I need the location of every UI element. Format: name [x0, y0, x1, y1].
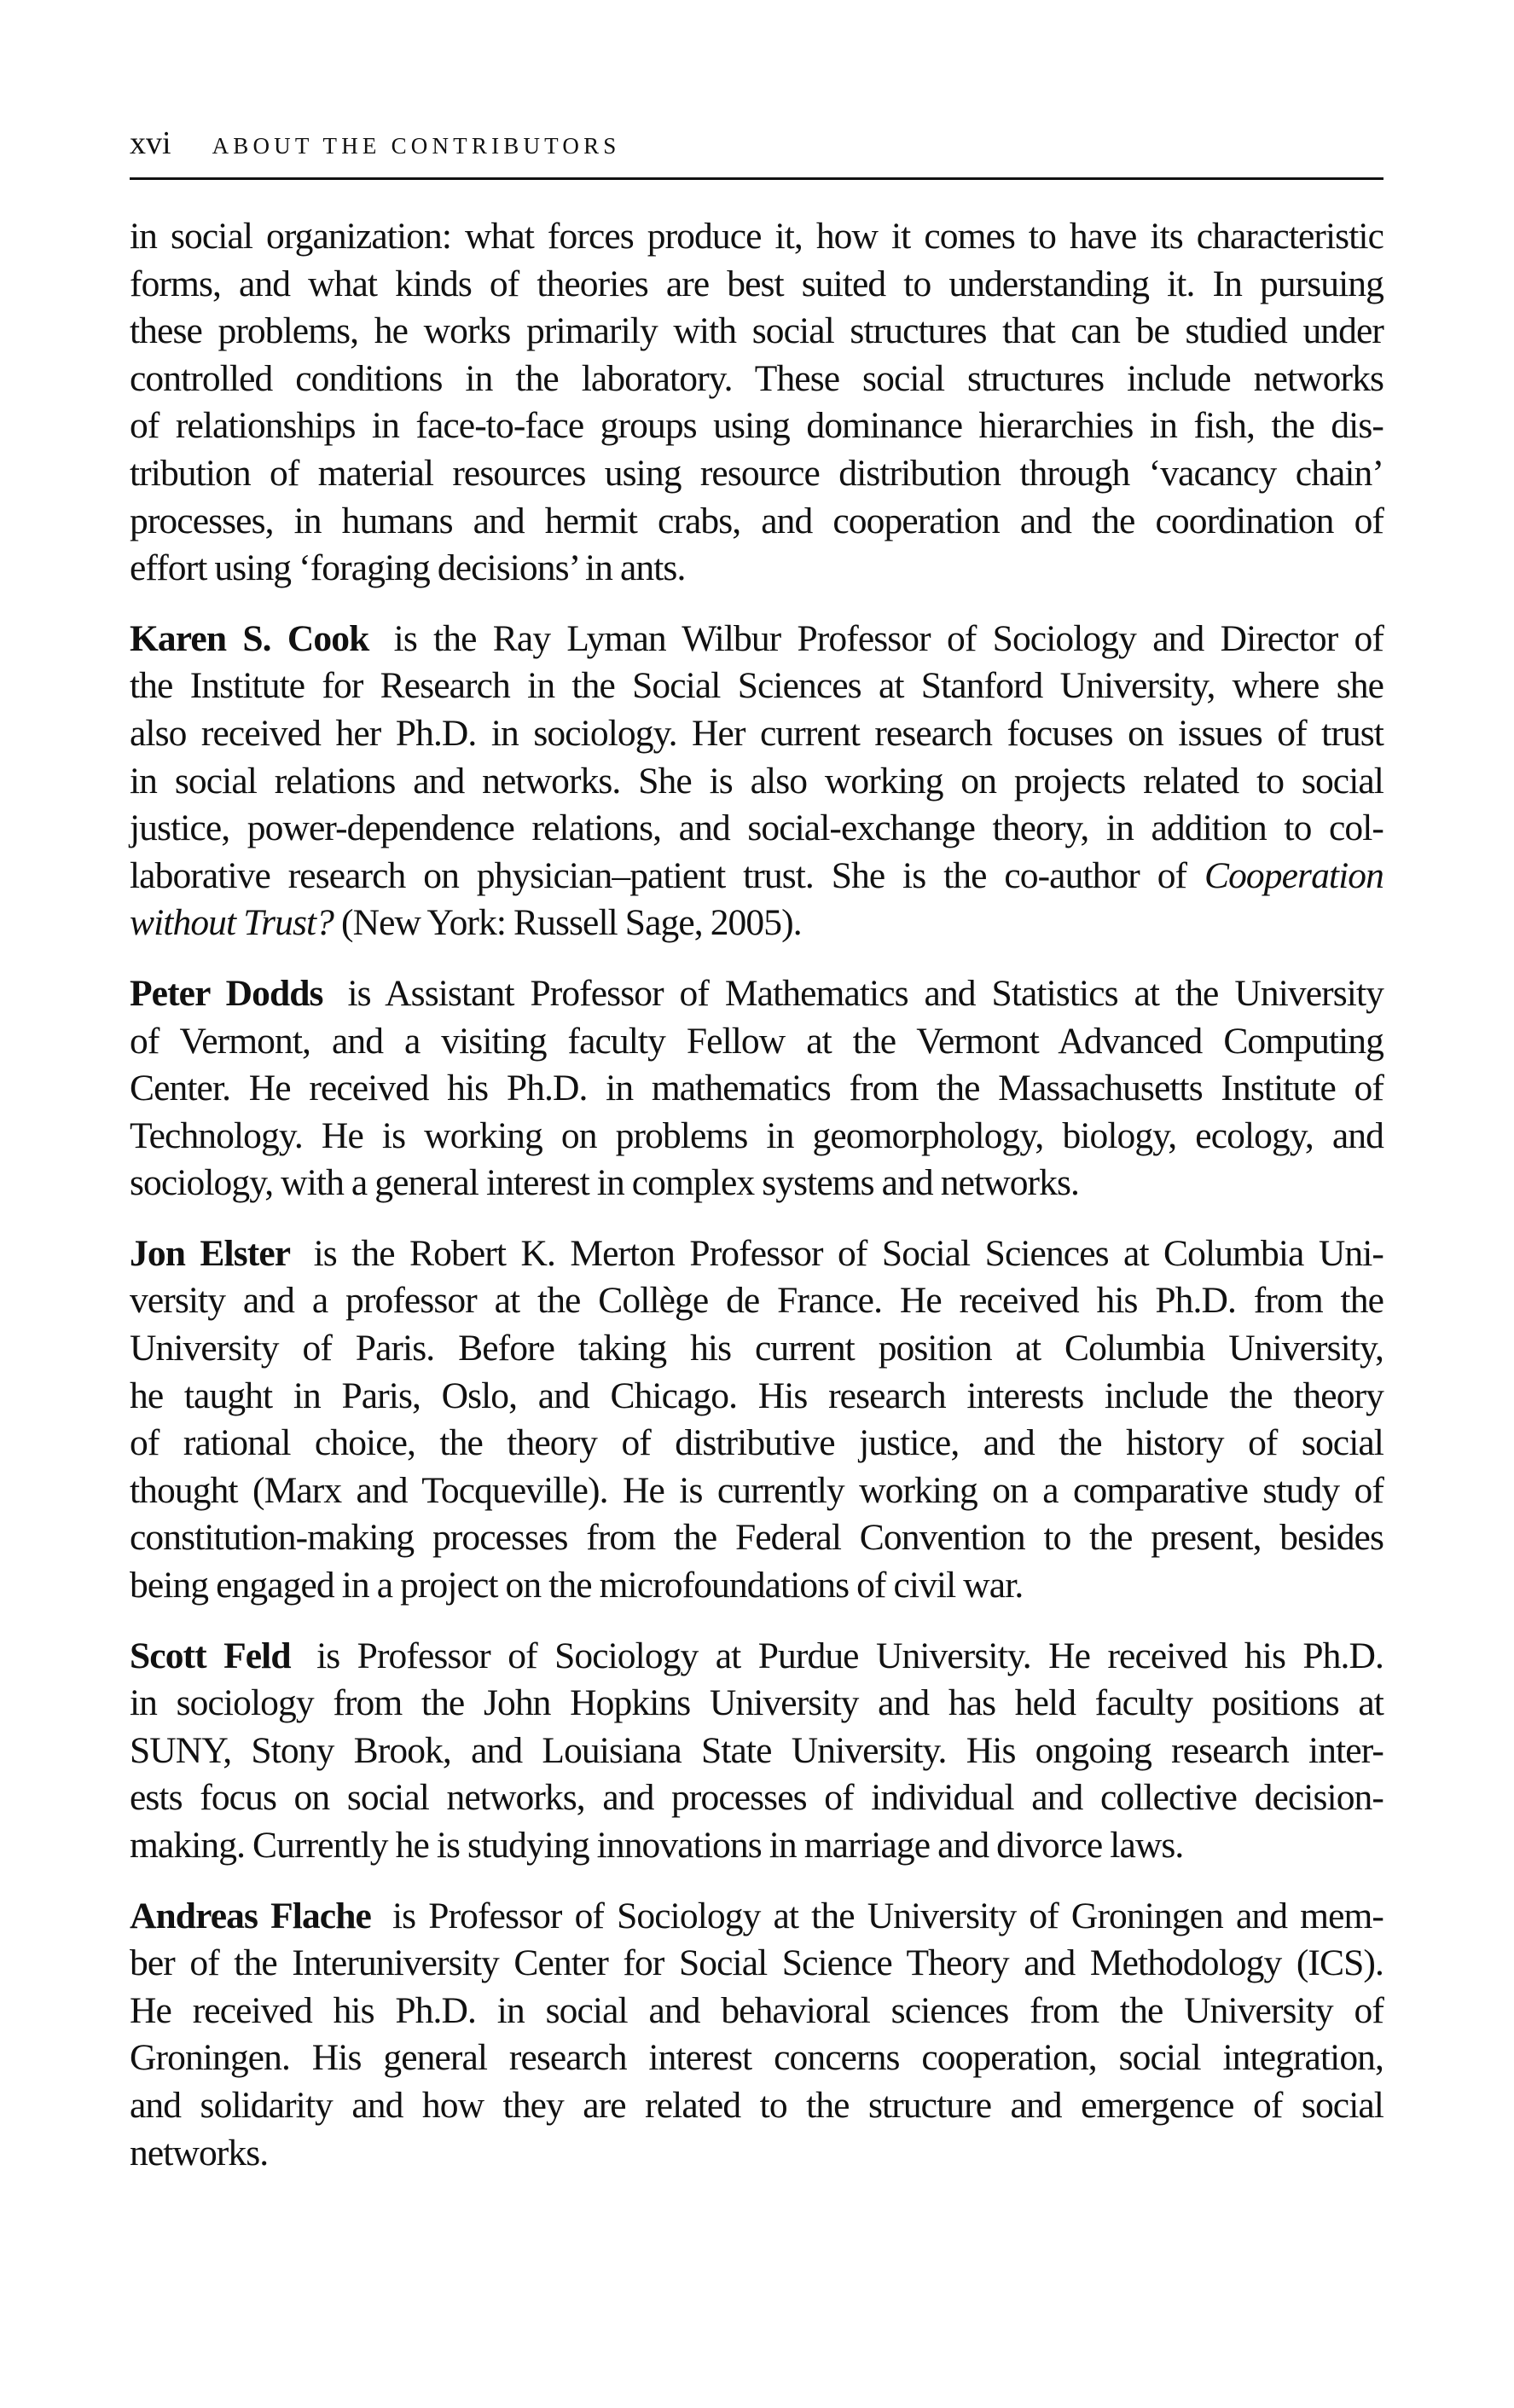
text-line: He received his Ph.D. in social and behavioral sciences from the University of: [130, 1989, 1383, 2031]
bio-text: is the Ray Lyman Wilbur Professor of Sociology and Director of: [393, 617, 1383, 659]
page-number: xvi: [130, 125, 171, 161]
text-line: effort using ‘foraging decisions’ in ants.: [130, 547, 686, 589]
text-line: of rational choice, the theory of distributive justice, and the history of social: [130, 1422, 1383, 1464]
book-title: without Trust?: [130, 902, 334, 944]
contributor-name: Karen S. Cook: [130, 617, 369, 659]
bio-text: is the Robert K. Merton Professor of Social Sciences at Columbia Uni-: [313, 1232, 1383, 1274]
text-line: the Institute for Research in the Social Sciences at Stanford University, where she: [130, 665, 1383, 707]
contributor-entry-feld: [130, 1633, 1383, 1870]
text-line: [130, 1893, 1383, 1941]
text-line: thought (Marx and Tocqueville). He is currently working on a comparative study of: [130, 1469, 1383, 1511]
book-title: Cooperation: [1204, 854, 1383, 896]
contributor-name: Scott Feld: [130, 1635, 291, 1676]
contributor-entry-dodds: [130, 970, 1383, 1207]
bio-text: is Assistant Professor of Mathematics and Statistics at the University: [347, 972, 1383, 1014]
bio-text: is Professor of Sociology at the University of Groningen and mem-: [392, 1895, 1384, 1936]
contributor-entry-elster: [130, 1230, 1383, 1610]
text-line: being engaged in a project on the microfoundations of civil war.: [130, 1565, 1024, 1606]
text-line: of Vermont, and a visiting faculty Fellow at the Vermont Advanced Computing: [130, 1020, 1383, 1062]
text-line: sociology, with a general interest in complex systems and networks.: [130, 1162, 1079, 1204]
text-line: SUNY, Stony Brook, and Louisiana State University. His ongoing research inter-: [130, 1729, 1383, 1771]
text-line: [130, 900, 1383, 947]
running-head-title: ABOUT THE CONTRIBUTORS: [212, 133, 621, 159]
text-line: ber of the Interuniversity Center for Social Science Theory and Methodology (ICS).: [130, 1942, 1383, 1984]
contributor-name: Jon Elster: [130, 1232, 291, 1274]
text-line: of relationships in face-to-face groups using dominance hierarchies in fish, the dis-: [130, 405, 1383, 447]
text-line: justice, power-dependence relations, and social-exchange theory, in addition to col-: [130, 807, 1383, 849]
text-line: [130, 1230, 1383, 1278]
contributor-name: Peter Dodds: [130, 972, 323, 1014]
text-line: he taught in Paris, Oslo, and Chicago. His research interests include the theory: [130, 1375, 1383, 1416]
text-line: also received her Ph.D. in sociology. Her current research focuses on issues of trust: [130, 712, 1383, 754]
bio-text: is Professor of Sociology at Purdue University. He received his Ph.D.: [316, 1635, 1383, 1676]
text-line: controlled conditions in the laboratory. These social structures include networks: [130, 357, 1383, 399]
contributor-entry-cook: [130, 616, 1383, 947]
contributors-body: [130, 213, 1383, 2200]
text-line: [130, 853, 1383, 900]
text-line: Center. He received his Ph.D. in mathematics from the Massachusetts Institute of: [130, 1068, 1383, 1109]
text-line: networks.: [130, 2132, 269, 2174]
text-line: University of Paris. Before taking his current position at Columbia University,: [130, 1328, 1383, 1369]
text-line: Technology. He is working on problems in geomorphology, biology, ecology, and: [130, 1114, 1383, 1156]
text-line: [130, 970, 1383, 1018]
bio-text: (New York: Russell Sage, 2005).: [341, 902, 802, 944]
contributor-paragraph-continued: [130, 213, 1383, 593]
text-line: processes, in humans and hermit crabs, and cooperation and the coordination of: [130, 500, 1383, 541]
text-line: [130, 1633, 1383, 1681]
contributor-entry-flache: [130, 1893, 1383, 2178]
text-line: ests focus on social networks, and processes of individual and collective decision-: [130, 1777, 1383, 1819]
bio-text: laborative research on physician–patient trust. She is the co-author of: [130, 854, 1187, 896]
text-line: versity and a professor at the Collège de France. He received his Ph.D. from the: [130, 1280, 1383, 1322]
text-line: and solidarity and how they are related to the structure and emergence of social: [130, 2084, 1383, 2126]
text-line: these problems, he works primarily with social structures that can be studied under: [130, 310, 1383, 352]
text-line: constitution-making processes from the Federal Convention to the present, besides: [130, 1517, 1383, 1559]
text-line: in social organization: what forces produce it, how it comes to have its characteristic: [130, 216, 1383, 257]
text-line: in sociology from the John Hopkins University and has held faculty positions at: [130, 1682, 1383, 1724]
text-line: in social relations and networks. She is also working on projects related to social: [130, 760, 1383, 802]
running-head: [130, 124, 621, 159]
text-line: tribution of material resources using resource distribution through ‘vacancy chain’: [130, 452, 1383, 494]
contributor-name: Andreas Flache: [130, 1895, 371, 1936]
text-line: [130, 616, 1383, 663]
header-rule: [130, 177, 1383, 180]
text-line: making. Currently he is studying innovations in marriage and divorce laws.: [130, 1825, 1184, 1866]
text-line: Groningen. His general research interest concerns cooperation, social integration,: [130, 2037, 1383, 2079]
text-line: forms, and what kinds of theories are best suited to understanding it. In pursuing: [130, 263, 1383, 304]
